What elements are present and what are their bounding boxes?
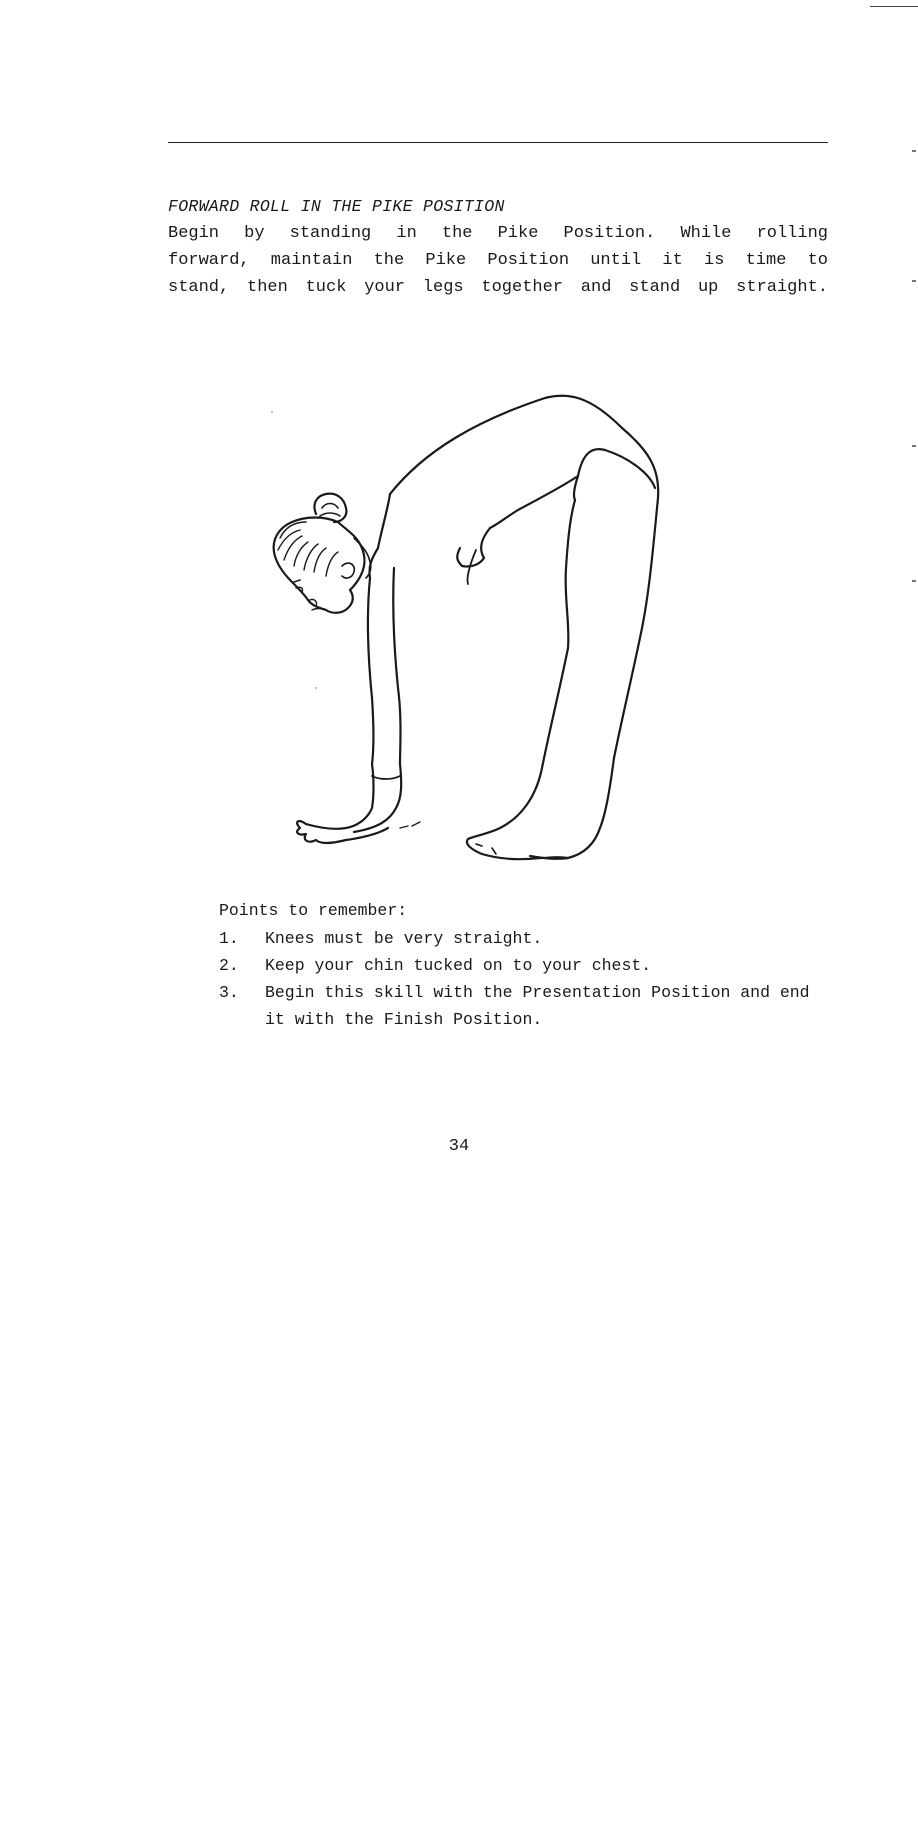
points-to-remember-heading: Points to remember: [219,901,408,920]
intro-line: Begin by standing in the Pike Position. While rolling [168,224,828,243]
corner-scan-rule [870,6,918,7]
list-item-text: Knees must be very straight. [265,929,543,948]
list-item-number: 1. [219,929,239,948]
section-title: FORWARD ROLL IN THE PIKE POSITION [168,197,505,216]
pike-position-figure-illustration [250,388,670,878]
intro-paragraph [168,220,828,301]
top-horizontal-rule [168,142,828,143]
list-item [219,925,831,952]
list-item-number: 3. [219,983,239,1002]
intro-line: stand, then tuck your legs together and stand up straight. [168,278,828,297]
list-item-text: Begin this skill with the Presentation Position and end it with the Finish Position. [265,983,810,1029]
page-number: 34 [448,1137,470,1156]
intro-line: forward, maintain the Pike Position until it is time to [168,251,828,270]
edge-scan-mark [912,280,916,282]
list-item-text: Keep your chin tucked on to your chest. [265,956,652,975]
list-item-number: 2. [219,956,239,975]
points-list [219,925,831,1033]
edge-scan-mark [912,445,916,447]
edge-scan-mark [912,150,916,152]
edge-scan-mark [912,580,916,582]
list-item [219,979,831,1033]
list-item [219,952,831,979]
